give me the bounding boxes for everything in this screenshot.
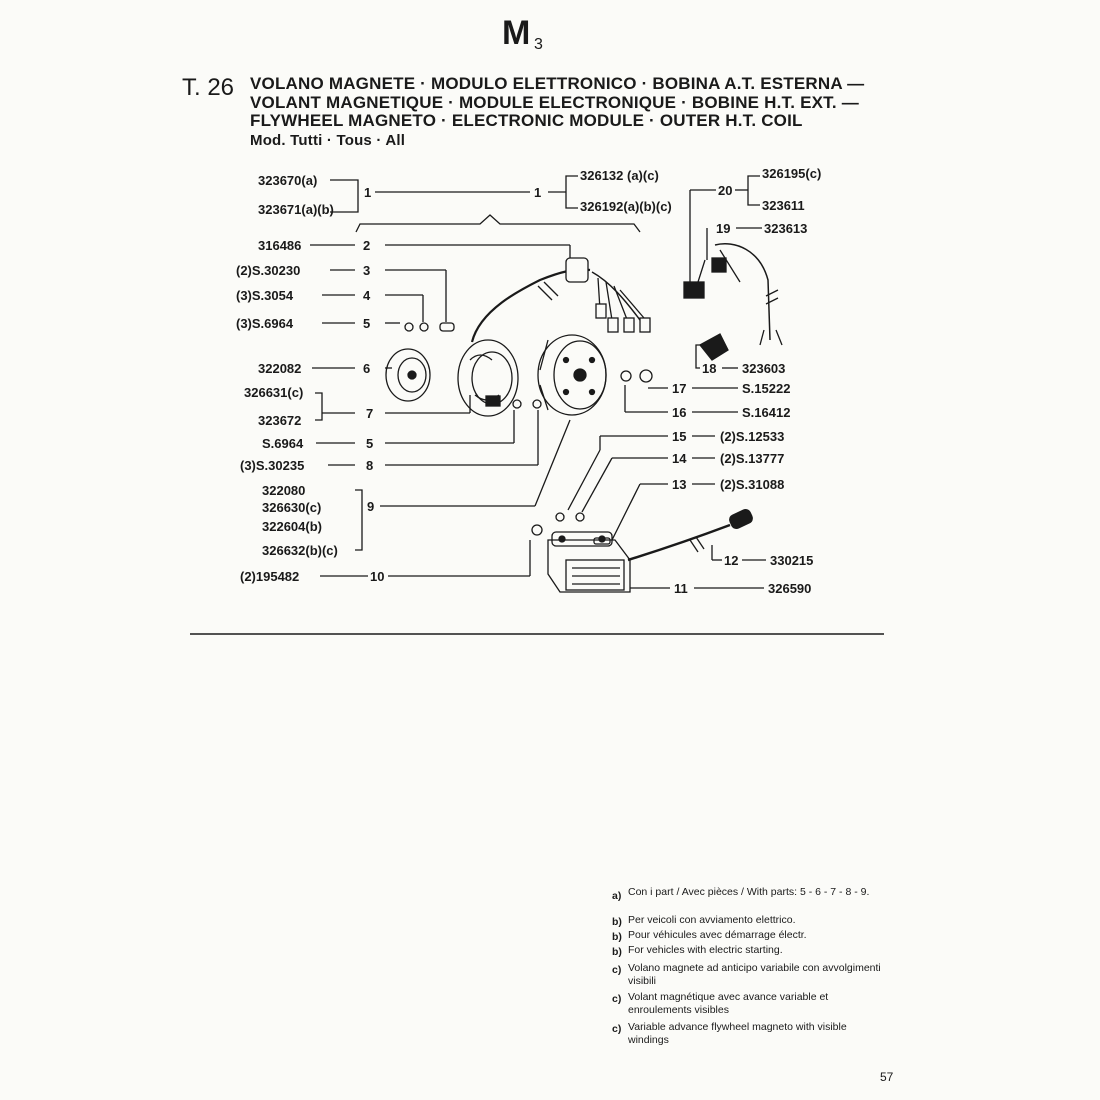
part-number: (3)S.3054 (236, 288, 294, 303)
ref-number: 4 (363, 288, 371, 303)
note-key: c) (612, 1023, 622, 1035)
ref-number: 14 (672, 451, 687, 466)
ref-number: 8 (366, 458, 374, 473)
part-number: 323613 (764, 221, 808, 236)
part-number: 326630(c) (262, 500, 322, 515)
part-number: (2)S.31088 (720, 477, 785, 492)
part-number: (2)S.30230 (236, 263, 301, 278)
part-number: 323672 (258, 413, 302, 428)
note-text: For vehicles with electric starting. (628, 944, 783, 956)
group-subcode: 3 (534, 36, 543, 53)
part-number: (3)S.6964 (236, 316, 294, 331)
title-models: Mod. Tutti · Tous · All (250, 132, 406, 149)
note-key: a) (612, 890, 622, 902)
part-number: S.6964 (262, 436, 304, 451)
note-text: Volano magnete ad anticipo variabile con avvolgimenti visibili (628, 962, 881, 987)
note-text: Variable advance flywheel magneto with visible windings (628, 1021, 847, 1046)
ref-number: 10 (370, 569, 385, 584)
title-english: FLYWHEEL MAGNETO · ELECTRONIC MODULE · OUTER H.T. COIL (250, 111, 803, 130)
ref-number: 3 (363, 263, 371, 278)
note-key: c) (612, 964, 622, 976)
ref-number: 2 (363, 238, 371, 253)
note-key: b) (612, 916, 622, 928)
stator-part-7 (458, 340, 518, 416)
ref-number: 7 (366, 406, 374, 421)
title-french: VOLANT MAGNETIQUE · MODULE ELECTRONIQUE · BOBINE H.T. EXT. — (250, 93, 859, 112)
part-number: 326632(b)(c) (262, 543, 338, 558)
part-number: 323611 (762, 198, 805, 213)
note-key: b) (612, 946, 622, 958)
note-key: b) (612, 931, 622, 943)
part-number: (3)S.30235 (240, 458, 305, 473)
part-number: 316486 (258, 238, 302, 253)
brace-assembly (356, 215, 640, 232)
ref-number: 5 (366, 436, 374, 451)
part-number: 323603 (742, 361, 786, 376)
ref-number: 20 (718, 183, 733, 198)
ref-number: 17 (672, 381, 687, 396)
note-text: Volant magnétique avec avance variable et enroulements visibles (628, 991, 829, 1016)
part-number: 326195(c) (762, 166, 822, 181)
part-number: S.16412 (742, 405, 791, 420)
part-number: (2)195482 (240, 569, 300, 584)
ref-number: 16 (672, 405, 687, 420)
ref-number: 6 (363, 361, 371, 376)
note-key: c) (612, 993, 622, 1005)
ref-number: 12 (724, 553, 739, 568)
part-number: 322082 (258, 361, 302, 376)
note-text: Per veicoli con avviamento elettrico. (628, 914, 796, 926)
part-number: (2)S.13777 (720, 451, 785, 466)
part-number: 322604(b) (262, 519, 322, 534)
table-number: T. 26 (182, 74, 235, 101)
bracket-1-left (330, 180, 358, 212)
ref-number: 19 (716, 221, 731, 236)
note-text: Pour véhicules avec démarrage électr. (628, 929, 807, 941)
part-number: 326631(c) (244, 385, 304, 400)
part-number: 330215 (770, 553, 814, 568)
part-number: 322080 (262, 483, 306, 498)
part-number: S.15222 (742, 381, 791, 396)
ref-number: 13 (672, 477, 687, 492)
ref-number: 1 (364, 185, 372, 200)
part-number: 326132 (a)(c) (580, 168, 659, 183)
part-number: 326590 (768, 581, 812, 596)
coil-part-11 (548, 532, 630, 592)
ref-number: 11 (674, 581, 688, 596)
group-code: M (502, 14, 531, 52)
part-number: 323670(a) (258, 173, 318, 188)
bracket-20 (748, 176, 760, 205)
ref-number: 18 (702, 361, 717, 376)
hub-part-6 (386, 349, 430, 401)
title-italian: VOLANO MAGNETE · MODULO ELETTRONICO · BOBINA A.T. ESTERNA — (250, 74, 865, 93)
ref-number: 5 (363, 316, 371, 331)
part-number: 326192(a)(b)(c) (580, 199, 672, 214)
flywheel-part-9 (538, 335, 606, 415)
ref-number: 9 (367, 499, 375, 514)
ref-number: 15 (672, 429, 687, 444)
bracket-1-right (566, 176, 578, 208)
ref-number: 1 (534, 185, 542, 200)
page-number: 57 (880, 1070, 894, 1084)
part-number: (2)S.12533 (720, 429, 785, 444)
note-text: Con i part / Avec pièces / With parts: 5 - 6 - 7 - 8 - 9. (628, 886, 870, 898)
part-number: 323671(a)(b) (258, 202, 334, 217)
